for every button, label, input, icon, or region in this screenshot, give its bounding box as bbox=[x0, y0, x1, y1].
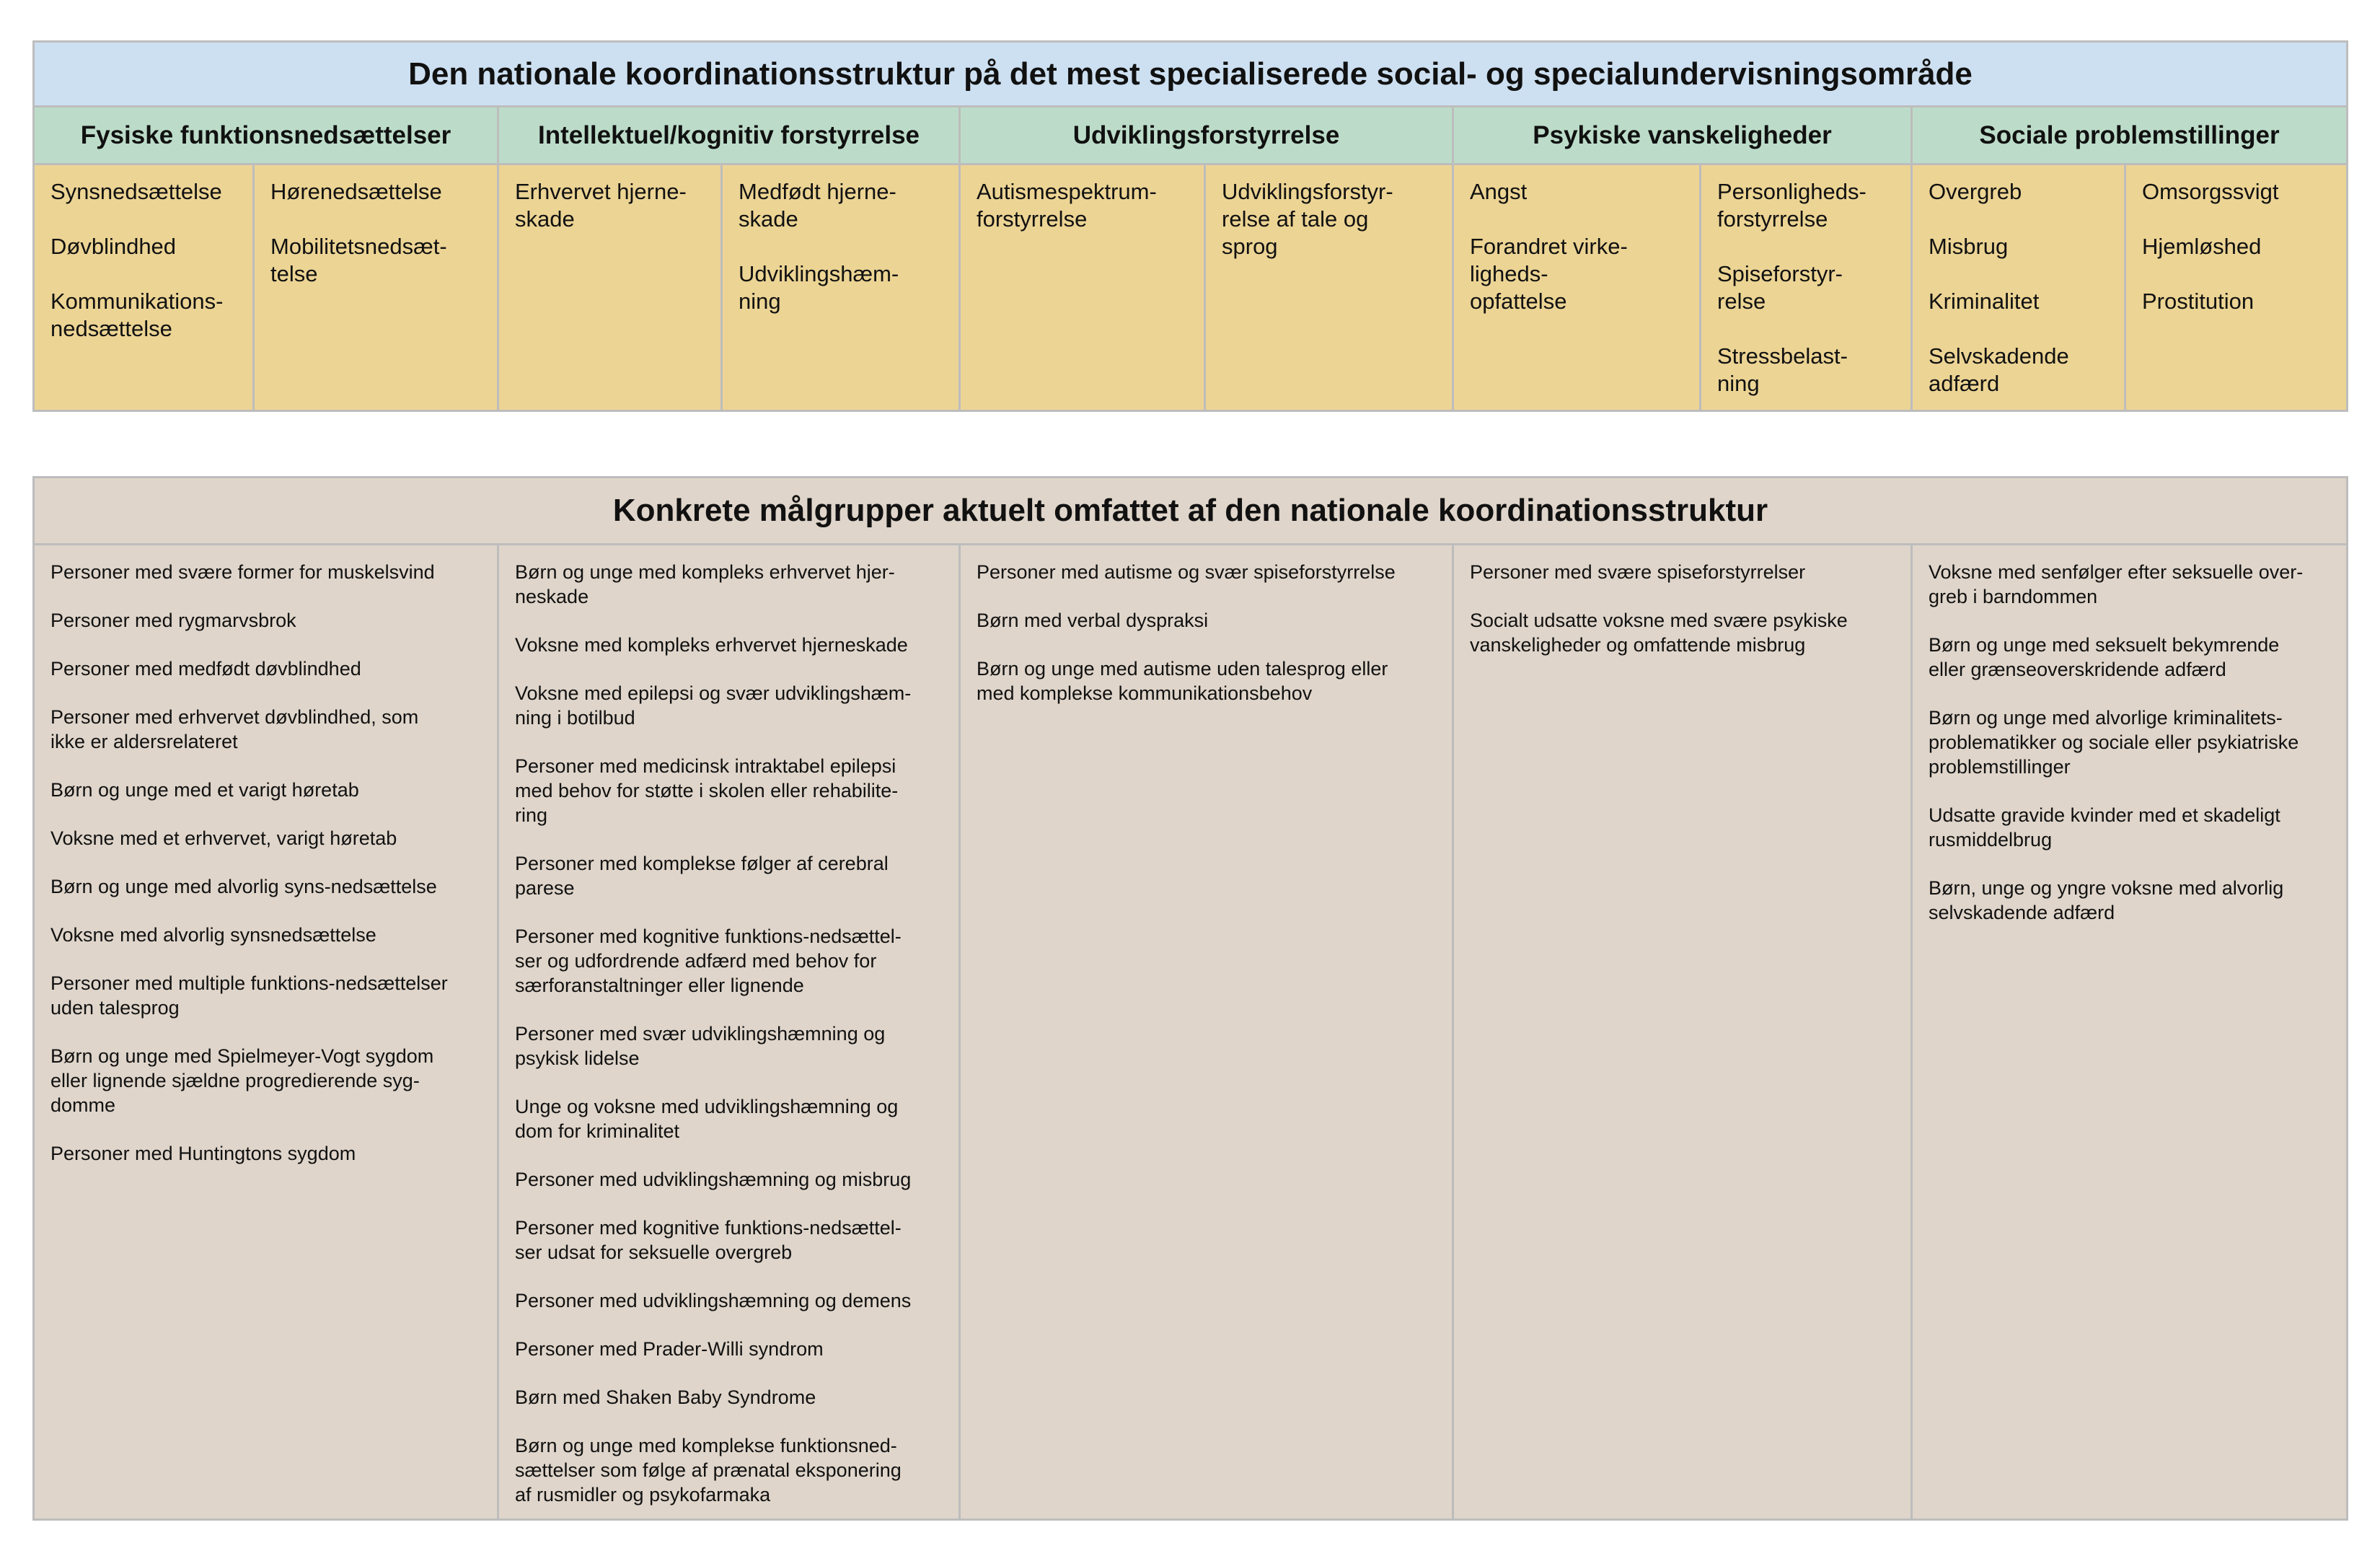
subcategory-item: Personligheds- forstyrrelse bbox=[1717, 179, 1866, 232]
subcategory-item: Prostitution bbox=[2142, 289, 2255, 314]
target-group-item: Børn med verbal dyspraksi bbox=[977, 610, 1209, 631]
target-group-item: Voksne med alvorlig synsnedsættelse bbox=[50, 924, 376, 946]
target-group-item: Personer med medicinsk intraktabel epilepsi med behov for støtte i skolen eller rehabilite- ring bbox=[515, 755, 899, 826]
target-group-item: Personer med udviklingshæmning og misbrug bbox=[515, 1169, 912, 1190]
subcategory-item: Kriminalitet bbox=[1929, 289, 2040, 314]
table-title: Den nationale koordinationsstruktur på det mest specialiserede social- og specialundervisningsområde bbox=[35, 43, 2346, 107]
subcategory-item: Spiseforstyr- relse bbox=[1717, 261, 1843, 314]
subcategory-item: Udviklingsforstyr- relse af tale og sprog bbox=[1222, 179, 1393, 259]
target-group-column bbox=[1454, 545, 1913, 1518]
category-header-row bbox=[35, 107, 2346, 165]
target-group-item: Børn og unge med kompleks erhvervet hjer- neskade bbox=[515, 561, 895, 607]
target-group-item: Personer med autisme og svær spiseforstyrrelse bbox=[977, 561, 1396, 583]
target-group-item: Voksne med epilepsi og svær udviklingshæm- ning i botilbud bbox=[515, 682, 912, 729]
subcategory-item: Angst bbox=[1470, 179, 1528, 204]
target-group-item: Børn og unge med alvorlig syns-nedsættelse bbox=[50, 876, 437, 897]
subcategory-item: Selvskadende adfærd bbox=[1929, 343, 2069, 396]
subcategory-cell bbox=[1913, 165, 2126, 410]
subcategory-item: Medfødt hjerne- skade bbox=[739, 179, 896, 232]
target-group-item: Børn med Shaken Baby Syndrome bbox=[515, 1386, 816, 1408]
category-header: Udviklingsforstyrrelse bbox=[961, 107, 1454, 163]
subcategory-cell bbox=[2126, 165, 2346, 410]
target-group-column bbox=[499, 545, 961, 1518]
subcategory-item: Hørenedsættelse bbox=[270, 179, 442, 204]
target-group-item: Socialt udsatte voksne med svære psykiske vanskeligheder og omfattende misbrug bbox=[1470, 610, 1848, 656]
subcategory-item: Stressbelast- ning bbox=[1717, 343, 1848, 396]
subcategory-item: Døvblindhed bbox=[50, 234, 177, 259]
target-group-item: Personer med svære spiseforstyrrelser bbox=[1470, 561, 1806, 583]
target-group-item: Børn, unge og yngre voksne med alvorlig selvskadende adfærd bbox=[1929, 877, 2284, 923]
subcategory-item: Overgreb bbox=[1929, 179, 2022, 204]
subcategory-item: Mobilitetsnedsæt- telse bbox=[270, 234, 447, 286]
subcategory-item: Kommunikations- nedsættelse bbox=[50, 289, 224, 341]
subcategory-item: Misbrug bbox=[1929, 234, 2009, 259]
target-group-item: Voksne med senfølger efter seksuelle over- greb i barndommen bbox=[1929, 561, 2304, 607]
subcategory-cell bbox=[1454, 165, 1701, 410]
subcategory-item: Hjemløshed bbox=[2142, 234, 2262, 259]
subcategory-item: Omsorgssvigt bbox=[2142, 179, 2279, 204]
subcategory-cell bbox=[723, 165, 961, 410]
target-group-item: Personer med komplekse følger af cerebral parese bbox=[515, 853, 889, 899]
target-group-item: Personer med udviklingshæmning og demens bbox=[515, 1290, 912, 1311]
target-group-item: Personer med kognitive funktions-nedsættel- ser og udfordrende adfærd med behov for særforanstaltninger eller lignende bbox=[515, 926, 902, 996]
target-group-item: Personer med Huntingtons sygdom bbox=[50, 1143, 356, 1164]
target-group-item: Børn og unge med komplekse funktionsned- sættelser som følge af prænatal eksponering af rusmidler og psykofarmaka bbox=[515, 1435, 902, 1506]
target-group-item: Børn og unge med et varigt høretab bbox=[50, 779, 359, 801]
category-header: Intellektuel/kognitiv forstyrrelse bbox=[499, 107, 961, 163]
category-content-row bbox=[35, 165, 2346, 410]
category-header: Psykiske vanskeligheder bbox=[1454, 107, 1913, 163]
subcategory-item: Autismespektrum- forstyrrelse bbox=[977, 179, 1157, 232]
target-group-item: Personer med erhvervet døvblindhed, som ikke er aldersrelateret bbox=[50, 706, 419, 752]
subcategory-cell bbox=[255, 165, 499, 410]
target-group-item: Personer med multiple funktions-nedsættelser uden talesprog bbox=[50, 972, 448, 1019]
target-groups-title: Konkrete målgrupper aktuelt omfattet af den nationale koordinationsstruktur bbox=[35, 478, 2346, 545]
target-group-item: Voksne med et erhvervet, varigt høretab bbox=[50, 827, 397, 849]
category-header: Fysiske funktionsnedsættelser bbox=[35, 107, 499, 163]
target-group-item: Personer med rygmarvsbrok bbox=[50, 610, 296, 631]
target-group-column bbox=[1913, 545, 2346, 1518]
target-group-item: Børn og unge med autisme uden talesprog eller med komplekse kommunikationsbehov bbox=[977, 658, 1388, 704]
subcategory-item: Synsnedsættelse bbox=[50, 179, 222, 204]
subcategory-cell bbox=[35, 165, 255, 410]
subcategory-cell bbox=[1701, 165, 1913, 410]
target-group-item: Børn og unge med Spielmeyer-Vogt sygdom eller lignende sjældne progredierende syg- domme bbox=[50, 1045, 434, 1116]
target-group-column bbox=[961, 545, 1454, 1518]
target-groups-table bbox=[32, 476, 2348, 1521]
target-group-column bbox=[35, 545, 499, 1518]
target-group-item: Børn og unge med seksuelt bekymrende eller grænseoverskridende adfærd bbox=[1929, 634, 2280, 680]
subcategory-cell bbox=[961, 165, 1206, 410]
target-group-item: Personer med kognitive funktions-nedsættel- ser udsat for seksuelle overgreb bbox=[515, 1217, 902, 1263]
subcategory-cell bbox=[499, 165, 723, 410]
target-group-item: Unge og voksne med udviklingshæmning og dom for kriminalitet bbox=[515, 1096, 899, 1142]
target-group-item: Voksne med kompleks erhvervet hjerneskade bbox=[515, 634, 908, 656]
target-group-item: Personer med medfødt døvblindhed bbox=[50, 658, 361, 680]
subcategory-cell bbox=[1206, 165, 1454, 410]
subcategory-item: Forandret virke- ligheds- opfattelse bbox=[1470, 234, 1628, 314]
target-group-item: Personer med Prader-Willi syndrom bbox=[515, 1338, 824, 1360]
target-group-item: Børn og unge med alvorlige kriminalitets- problematikker og sociale eller psykiatriske problemstillinger bbox=[1929, 707, 2299, 778]
target-group-item: Udsatte gravide kvinder med et skadeligt rusmiddelbrug bbox=[1929, 804, 2280, 850]
subcategory-item: Udviklingshæm- ning bbox=[739, 261, 899, 314]
target-group-item: Personer med svær udviklingshæmning og psykisk lidelse bbox=[515, 1023, 886, 1069]
target-group-item: Personer med svære former for muskelsvind bbox=[50, 561, 435, 583]
coordination-structure-table bbox=[32, 40, 2348, 412]
subcategory-item: Erhvervet hjerne- skade bbox=[515, 179, 687, 232]
category-header: Sociale problemstillinger bbox=[1979, 120, 2280, 149]
